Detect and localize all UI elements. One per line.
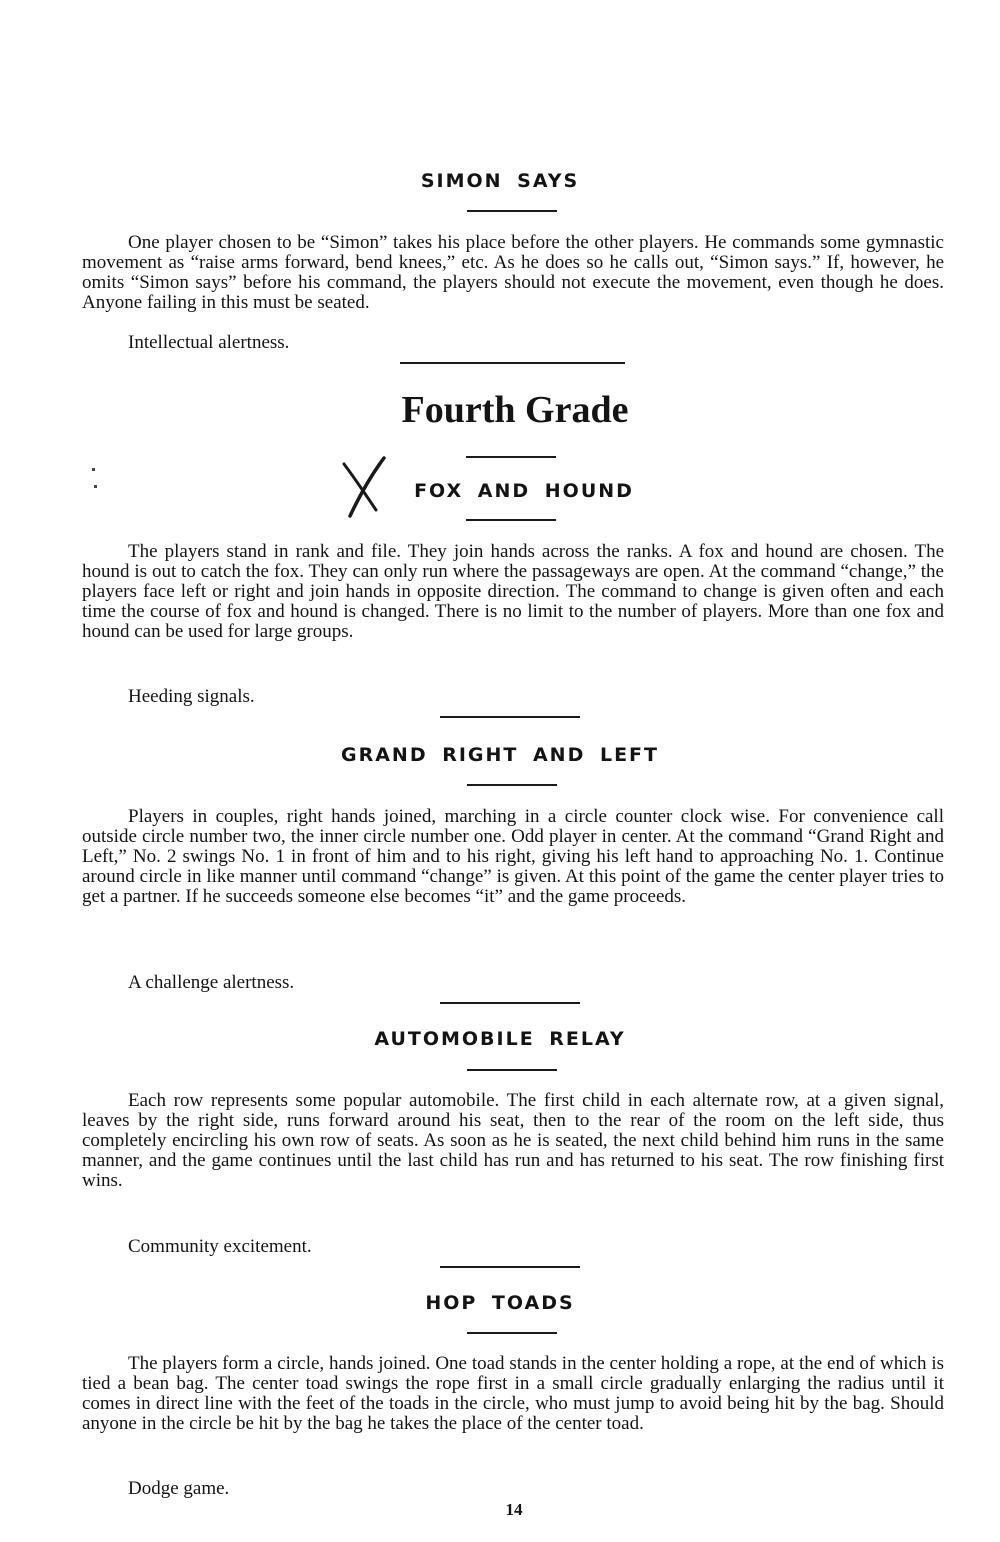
section-divider: [400, 362, 625, 364]
page-number: 14: [505, 1500, 523, 1519]
automobile-relay-rule: [467, 1069, 557, 1071]
hop-toads-heading: HOP TOADS: [425, 1292, 575, 1314]
simon-says-body: One player chosen to be “Simon” takes his place before the other players. He commands some gymnastic movement as “raise arms forward, bend knees,” etc. As he does so he calls out, “Simon says.” If, however, he omits “Simon says” before his command, the players should not execute the movement, even though he does. Anyone failing in this must be seated.: [82, 232, 944, 313]
section-divider: [440, 1002, 580, 1004]
automobile-relay-body: Each row represents some popular automobile. The first child in each alternate row, at a given signal, leaves by the right side, runs forward around his seat, then to the rear of the room on the left side, thus completely encircling his own row of seats. As soon as he is seated, the next child behind him runs in the same manner, and the game continues until the last child has run and has returned to his seat. The row finishing first wins.: [82, 1090, 944, 1191]
grade-title: Fourth Grade: [401, 389, 629, 431]
automobile-relay-note: Community excitement.: [128, 1236, 312, 1257]
section-divider: [440, 1266, 580, 1268]
hop-toads-body: The players form a circle, hands joined. One toad stands in the center holding a rope, at the end of which is tied a bean bag. The center toad swings the rope first in a small circle gradually enlarging the radius until it comes in direct line with the feet of the toads in the circle, who must jump to avoid being hit by the bag. Should anyone in the circle be hit by the bag he takes the place of the center toad.: [82, 1353, 944, 1434]
grand-right-left-heading: GRAND RIGHT AND LEFT: [340, 744, 659, 766]
fox-hound-rule-top: [466, 456, 556, 458]
simon-says-heading: SIMON SAYS: [420, 170, 580, 192]
stray-mark: [92, 468, 95, 471]
fox-hound-heading: FOX AND HOUND: [414, 480, 634, 502]
automobile-relay-heading: AUTOMOBILE RELAY: [374, 1028, 626, 1050]
simon-says-rule: [467, 210, 557, 212]
simon-says-note: Intellectual alertness.: [128, 332, 290, 353]
fox-hound-note: Heeding signals.: [128, 686, 255, 707]
fox-hound-rule: [466, 519, 556, 521]
section-divider: [440, 716, 580, 718]
fox-hound-body: The players stand in rank and file. They join hands across the ranks. A fox and hound are chosen. The hound is out to catch the fox. They can only run where the passageways are open. At the command “change,” the players face left or right and join hands in opposite direction. The command to change is given often and each time the course of fox and hound is changed. There is no limit to the number of players. More than one fox and hound can be used for large groups.: [82, 541, 944, 642]
grand-right-left-rule: [467, 784, 557, 786]
grand-right-left-body: Players in couples, right hands joined, marching in a circle counter clock wise. For convenience call outside circle number two, the inner circle number one. Odd player in center. At the command “Grand Right and Left,” No. 2 swings No. 1 in front of him and to his right, giving his left hand to approaching No. 1. Continue around circle in like manner until command “change” is given. At this point of the game the center player tries to get a partner. If he succeeds someone else becomes “it” and the game proceeds.: [82, 806, 944, 907]
hop-toads-note: Dodge game.: [128, 1478, 230, 1499]
hop-toads-rule: [467, 1332, 557, 1334]
grand-right-left-note: A challenge alertness.: [128, 972, 295, 993]
